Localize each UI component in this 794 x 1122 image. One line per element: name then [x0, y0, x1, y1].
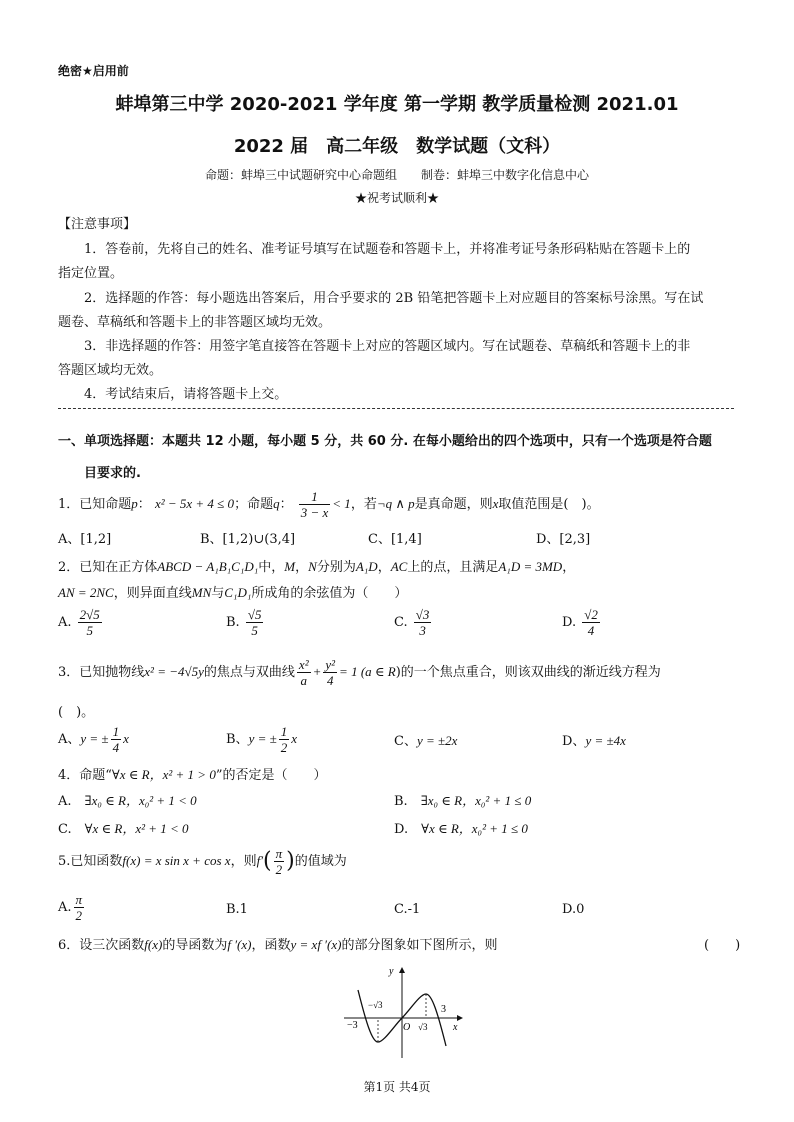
q6-function: y = xf ′(x) — [290, 937, 342, 952]
q1-text-c: ，若 — [350, 497, 377, 512]
title-line-1: 蚌埠第三中学 2020-2021 学年度 第一学期 教学质量检测 2021.01 — [115, 94, 679, 115]
q1-q: q — [273, 496, 280, 511]
q1-option-d[interactable]: D、[2,3] — [536, 532, 591, 547]
q4-option-b[interactable]: B. ∃x₀ ∈ R，x₀² + 1 ≤ 0 — [394, 793, 532, 809]
q2-option-c[interactable]: C. $\frac{√3}{3}$ — [394, 607, 430, 638]
q5-function: f(x) = x sin x + cos x — [122, 853, 231, 868]
q1-option-b[interactable]: B、[1,2)∪(3,4] — [200, 532, 296, 547]
q1-condition: x² − 5x + 4 ≤ 0 — [154, 496, 235, 511]
q1-option-c[interactable]: C、[1,4] — [368, 532, 422, 547]
q3-option-d[interactable]: D、y = ±4x — [562, 733, 626, 749]
notice-item-1: 1．答卷前，先将自己的姓名、准考证号填写在试题卷和答题卡上，并将准考证号条形码粘贴在答题卡上的 — [84, 242, 691, 257]
q1-text-a: 1．已知命题 — [58, 497, 132, 512]
q4-option-d[interactable]: D. ∀x ∈ R，x₀² + 1 ≤ 0 — [394, 821, 528, 837]
q6-y-label: y — [389, 966, 394, 977]
question-2-line-2: AN = 2NC，则异面直线MN与C₁D₁所成角的余弦值为（ ） — [58, 585, 408, 601]
q6-label-pos3: 3 — [441, 1004, 446, 1015]
q3-option-c[interactable]: C、y = ±2x — [394, 733, 458, 749]
notice-item-2-cont: 题卷、草稿纸和答题卡上的非答题区域均无效。 — [58, 315, 332, 330]
q4-option-a[interactable]: A. ∃x₀ ∈ R，x₀² + 1 < 0 — [58, 793, 197, 809]
q5-option-c[interactable]: C.-1 — [394, 902, 421, 917]
notice-heading: 【注意事项】 — [58, 217, 137, 232]
q3-option-a[interactable]: A、y = ± $\frac{1}{4}$ x — [58, 724, 129, 755]
notice-item-3: 3．非选择题的作答：用签字笔直接答在答题卡上对应的答题区域内。写在试题卷、草稿纸和答题卡上的非 — [84, 339, 691, 354]
q4-option-c[interactable]: C. ∀x ∈ R，x² + 1 < 0 — [58, 821, 189, 837]
q3-option-b[interactable]: B、y = ± $\frac{1}{2}$ x — [226, 724, 298, 755]
q6-x-label: x — [453, 1022, 458, 1033]
question-1: 1．已知命题p： x² − 5x + 4 ≤ 0；命题q： $\frac{1}{3 - x}$ < 1，若¬q ∧ p是真命题，则x取值范围是( )。 — [58, 489, 600, 520]
section-1-title: 一、单项选择题：本题共 12 小题，每小题 5 分，共 60 分. 在每小题给出的四个选项中，只有一个选项是符合题 — [58, 434, 712, 449]
q5-option-d[interactable]: D.0 — [562, 902, 585, 917]
question-4: 4．命题“∀x ∈ R，x² + 1 > 0”的否定是（ ） — [58, 767, 327, 783]
q1-option-a[interactable]: A、[1,2] — [58, 532, 112, 547]
author-line: 命题：蚌埠三中试题研究中心命题组 制卷：蚌埠三中数字化信息中心 — [204, 168, 590, 182]
question-5: 5.已知函数f(x) = x sin x + cos x，则f′( $\frac{\pi}{2}$ )的值域为 — [58, 846, 347, 877]
title-line-2: 2022 届 高二年级 数学试题（文科） — [233, 136, 561, 157]
q1-text-d: 是真命题，则 — [414, 497, 493, 512]
q2-option-d[interactable]: D. $\frac{√2}{4}$ — [562, 607, 598, 638]
q4-statement: ∀x ∈ R，x² + 1 > 0 — [111, 767, 216, 782]
secret-mark: 绝密★启用前 — [58, 64, 129, 78]
section-1-title-cont: 目要求的. — [84, 466, 141, 481]
notice-item-3-cont: 答题区域均无效。 — [58, 363, 163, 378]
q1-logic: ¬q ∧ p — [376, 496, 415, 511]
exam-wish: ★祝考试顺利★ — [354, 191, 440, 205]
q5-option-a[interactable]: A. $\frac{\pi}{2}$ — [58, 892, 83, 923]
q6-graph — [340, 962, 470, 1062]
q6-label-neg-root3: −√3 — [368, 1000, 383, 1010]
separator-line — [58, 408, 734, 409]
q1-p: p — [131, 496, 138, 511]
q1-colon: ： — [137, 497, 151, 512]
q2-condition-1: A₁D = 3MD — [498, 559, 563, 574]
question-3-line-2: ( )。 — [58, 705, 95, 720]
notice-item-4: 4．考试结束后，请将答题卡上交。 — [84, 387, 288, 402]
q1-lt1: < 1 — [332, 496, 351, 511]
q1-x: x — [492, 496, 499, 511]
q1-text-e: 取值范围是( )。 — [498, 497, 600, 512]
q3-parabola: x² = −4√5y — [144, 664, 204, 679]
q6-answer-paren: ( ) — [704, 938, 741, 953]
q6-label-neg3: −3 — [347, 1020, 358, 1031]
q5-option-b[interactable]: B.1 — [226, 902, 248, 917]
q6-label-pos-root3: √3 — [418, 1022, 428, 1032]
notice-item-2: 2．选择题的作答：每小题选出答案后，用合乎要求的 2B 铅笔把答题卡上对应题目的答案标号涂黑。写在试 — [84, 291, 704, 306]
q6-origin-label: O — [403, 1022, 411, 1033]
question-6: 6．设三次函数f(x)的导函数为f ′(x)，函数y = xf ′(x)的部分图象如下图所示，则 — [58, 937, 498, 953]
q2-condition-2: AN = 2NC — [58, 585, 114, 600]
page-number: 第1页 共4页 — [363, 1080, 431, 1094]
q1-text-b: ；命题 — [234, 497, 274, 512]
notice-item-1-cont: 指定位置。 — [58, 266, 124, 281]
question-3: 3．已知抛物线x² = −4√5y的焦点与双曲线 $\frac{\text{x²}}{a}$ + $\frac{\text{y²}}{4}$ = 1 (a ∈ R)的一个焦点重合，则该双曲线的渐近线方程为 — [58, 657, 661, 688]
q1-fraction: $\frac{1}{3 - x}$ — [300, 489, 329, 520]
q2-option-b[interactable]: B. $\frac{√5}{5}$ — [226, 607, 262, 638]
question-2-line-1: 2．已知在正方体ABCD − A₁B₁C₁D₁中，M，N分别为A₁D，AC上的点，且满足A₁D = 3MD， — [58, 559, 576, 575]
q2-option-a[interactable]: A. $\frac{2√5}{5}$ — [58, 607, 100, 638]
q2-cube: ABCD − A₁B₁C₁D₁ — [157, 559, 259, 574]
